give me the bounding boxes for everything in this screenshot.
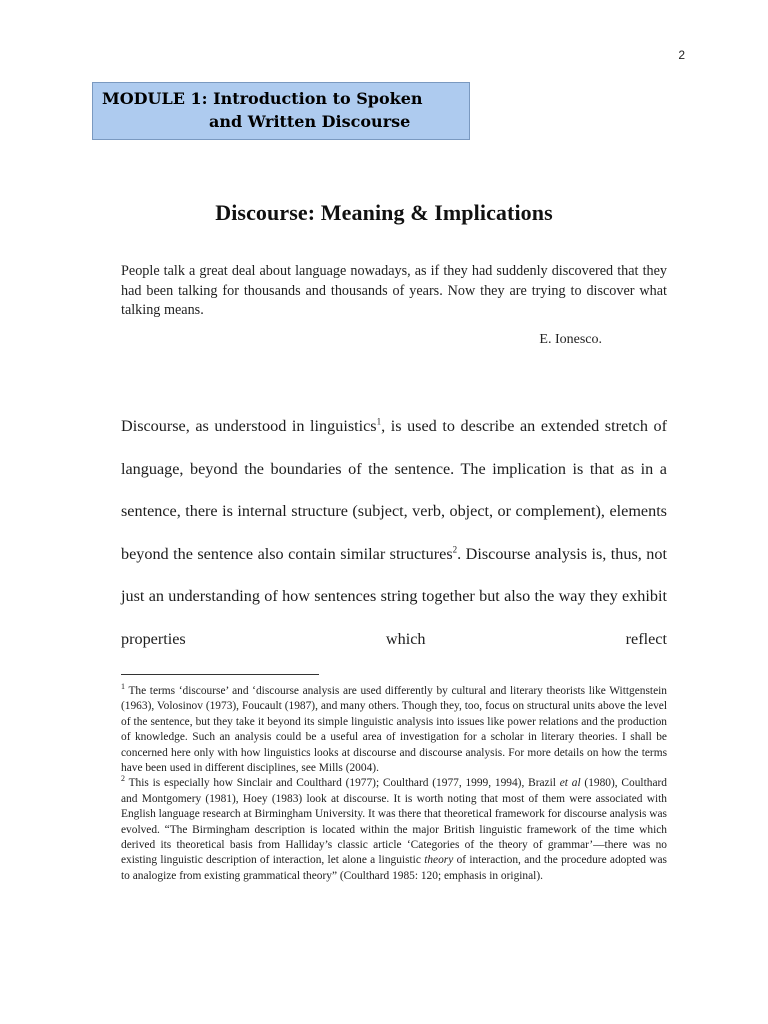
body-text-part-2: , is used to describe an extended stretch of language, beyond the boundaries of the sentence. The implication is that as in a sentence, there is internal structure (subject, verb, object, or complement), elements beyond the sentence also contain similar structures (121, 417, 668, 563)
footnote-2-text-after: of interaction, and the procedure adopted was to analogize from existing grammatical theory” (Coulthard 1985: 120; emphasis in original). (121, 854, 667, 882)
page-number: 2 (678, 48, 685, 62)
footnote-2-text-before: This is especially how Sinclair and Coulthard (1977); Coulthard (1977, 1999, 1994), Brazil (128, 777, 560, 790)
footnote-2-italic-et-al: et al (559, 777, 581, 790)
footnote-2-italic-theory: theory (424, 854, 454, 867)
body-text-part-1: Discourse, as understood in linguistics (121, 417, 377, 435)
page-title: Discourse: Meaning & Implications (215, 200, 553, 225)
footnote-2 (121, 776, 667, 884)
module-heading-line-1: MODULE 1: Introduction to Spoken (102, 89, 423, 108)
module-heading-box (92, 82, 470, 140)
footnote-1-text: The terms ‘discourse’ and ‘discourse analysis are used differently by cultural and literary theorists like Wittgenstein (1963), Volosinov (1973), Foucault (1987), and many others. Though they, too, focus on structural units above the level of the sentence, but they take it beyond its simple linguistic analysis into issues like power relations and the production of knowledge. Such an analysis could be a useful area of investigation for a scholar in literary theories. I shall be concerned here only with how linguistics looks at discourse and discourse analysis. For more details on how the terms have been used in different disciplines, see Mills (2004). (121, 685, 667, 775)
epigraph-quote: People talk a great deal about language nowadays, as if they had suddenly discovered that they had been talking for thousands and thousands of years. Now they are trying to discover what talking means. (121, 263, 667, 318)
footnote-divider (121, 674, 319, 675)
module-heading-line-2: and Written Discourse (209, 112, 411, 131)
footnote-2-marker: 2 (121, 774, 125, 784)
body-paragraph (121, 405, 667, 660)
footnote-2-text-mid: (1980), Coulthard and Montgomery (1981), Hoey (1983) look at discourse. It is worth noting that most of them were associated with English language research at Birmingham University. It was there that theoretical framework for discourse analysis was evolved. “The Birmingham description is located within the major British linguistic framework of the time which derived its theoretical basis from Halliday’s classic article ‘Categories of the theory of grammar’—there was no existing linguistic description of interaction, let alone a linguistic (121, 777, 667, 867)
footnotes-section (121, 684, 667, 884)
footnote-1-marker: 1 (121, 682, 125, 692)
footnote-ref-2: 2 (452, 544, 458, 555)
body-text-part-3: . Discourse analysis is, thus, not just an understanding of how sentences string together but also the way they exhibit properties which reflect (121, 544, 667, 648)
epigraph-author: E. Ionesco. (539, 332, 602, 347)
footnote-1 (121, 684, 667, 776)
footnote-ref-1: 1 (376, 416, 382, 427)
